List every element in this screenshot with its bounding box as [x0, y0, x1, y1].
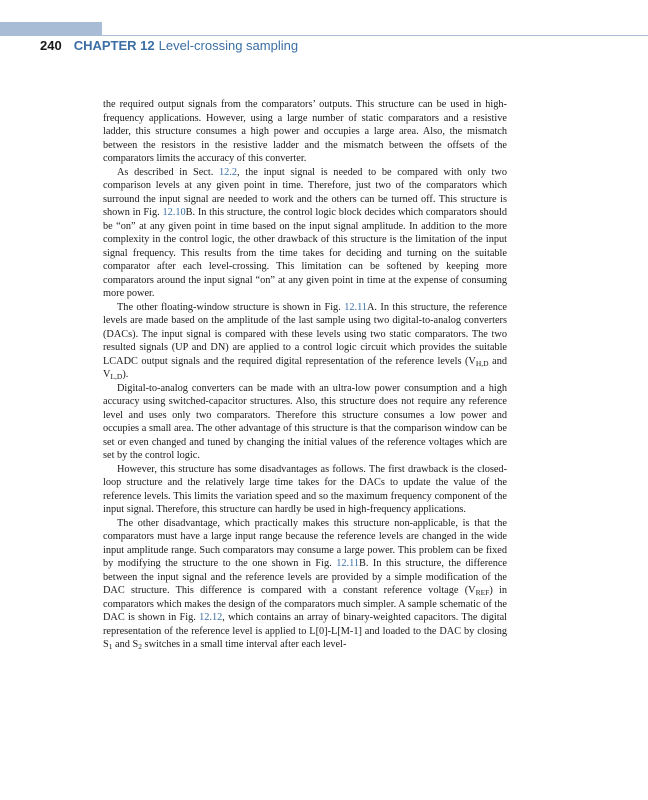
subscript-ld: L,D: [110, 372, 123, 381]
p2-text-c: B. In this structure, the control logic block decides which comparators should be “on” at any given point in time based on the input signal amplitude. In addition to the more complexity in the control logic, the other drawback of this structure is the limitation of the input signal frequency. This results from the time takes for deciding and turning on the suitable comparator after each level-crossing. This limitation can be softened by keeping more comparators around the input signal “on” at any given point in time at the expense of consuming more power.: [103, 207, 507, 299]
p2-text-b: , the input signal is needed to be compared with only two comparison levels at any given point in time. Therefore, just two of the comparators which surround the input signal are needed to work and the others can be turned off. This structure is shown in Fig.: [103, 166, 507, 218]
paragraph-4: Digital-to-analog converters can be made with an ultra-low power consumption and a high accuracy using switched-capacitor structures. Also, this structure does not require any reference level and uses only two comparators. Therefore this structure consumes a low power and occupies a small area. The other advantage of this structure is that the comparison window can be set or even changed and tuned by changing the initial values of the reference voltages which are set by the control logic.: [103, 382, 507, 461]
p6-text-a: The other disadvantage, which practically makes this structure non-applicable, is that the comparators must have a large input range because the reference levels are changed in the wide input amplitude range. Such comparators may consume a large power. This problem can be fixed by modifying the structure to the one shown in Fig.: [103, 517, 507, 569]
chapter-label: CHAPTER 12: [73, 38, 155, 53]
subscript-s2: 2: [138, 642, 142, 651]
header-accent-bar: [0, 22, 102, 36]
p3-text-d: ).: [122, 369, 129, 380]
p6-text-e: and S: [112, 639, 139, 650]
page-number: 240: [40, 38, 62, 53]
figure-ref-12-11a[interactable]: 12.11: [344, 301, 367, 313]
p3-text-a: The other floating-window structure is shown in Fig.: [117, 301, 345, 313]
section-ref-12-2[interactable]: 12.2: [219, 166, 238, 178]
paragraph-1: the required output signals from the comparators’ outputs. This structure can be used in high-frequency applications. However, using a large number of static comparators and a resistive ladder, this structure consumes a high power and occupies a large area. Also, the mismatch between the resistors in the resistive ladder and the mismatch between the offsets of the comparators limits the accuracy of this converter.: [103, 99, 507, 164]
figure-ref-12-12[interactable]: 12.12: [199, 612, 223, 623]
p2-text-a: As described in Sect.: [117, 166, 219, 178]
figure-ref-12-11b[interactable]: 12.11: [336, 558, 359, 569]
body-text: [103, 98, 507, 652]
paragraph-2: [103, 166, 507, 301]
subscript-s1: 1: [108, 642, 113, 651]
paragraph-3: [103, 301, 507, 382]
figure-ref-12-10[interactable]: 12.10: [162, 207, 186, 218]
subscript-hd: H,D: [475, 358, 489, 368]
paragraph-5: However, this structure has some disadvantages as follows. The first drawback is the closed-loop structure and the relatively large time takes for the DACs to update the value of the reference levels. This limits the variation speed and so the maximum frequency component of the input signal. Therefore, this structure can hardly be used in high-frequency applications.: [103, 463, 507, 515]
p3-text-c: and V: [103, 355, 507, 380]
chapter-title: Level-crossing sampling: [158, 38, 299, 53]
header-rule: [102, 35, 648, 36]
p3-text-b: A. In this structure, the reference levels are made based on the amplitude of the last sample using two digital-to-analog converters (DACs). The input signal is compared with these levels using two static comparators. The two resulted signals (UP and DN) are applied to a control logic circuit which provides the suitable LCADC output signals and the required digital representation of the reference levels (V: [103, 301, 507, 367]
subscript-ref: REF: [475, 588, 490, 597]
p6-text-f: switches in a small time interval after each level-: [141, 639, 347, 650]
p6-text-d: , which contains an array of binary-weighted capacitors. The digital representation of the reference level is applied to L[0]-L[M-1] and loaded to the DAC by closing S: [103, 612, 508, 650]
p6-text-b: B. In this structure, the difference between the input signal and the reference levels are provided by a simple modification of the DAC structure. This difference is compared with a constant reference voltage (V: [103, 558, 507, 596]
p6-text-c: ) in comparators which makes the design of the comparators much simpler. A sample schematic of the DAC is shown in Fig.: [103, 585, 507, 623]
paragraph-6: [103, 517, 507, 652]
running-header: [40, 37, 298, 55]
